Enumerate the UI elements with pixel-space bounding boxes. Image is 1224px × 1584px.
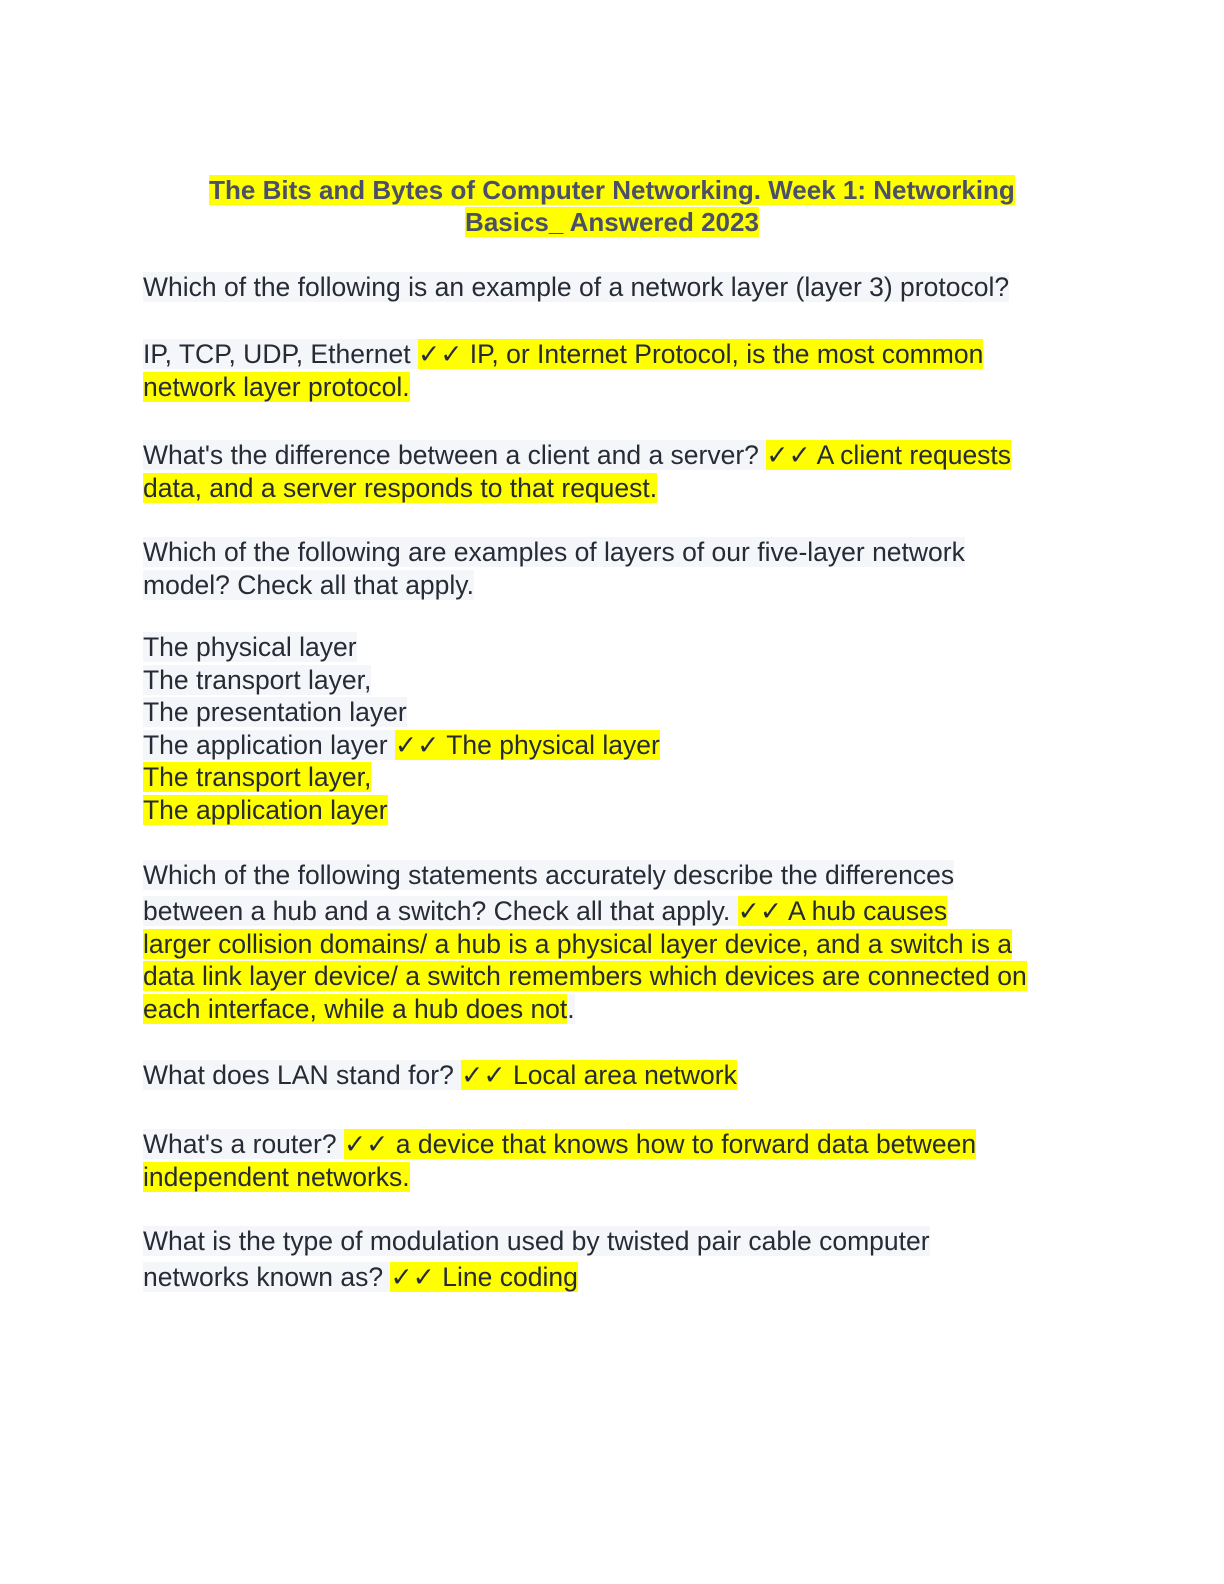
answer-4-trailing: .: [567, 993, 575, 1024]
question-3-line-1: Which of the following are examples of layers of our five-layer network: [143, 537, 965, 567]
question-2: [143, 439, 1083, 504]
title-line-2: Basics_ Answered 2023: [465, 207, 759, 237]
question-4-line-1: Which of the following statements accurately describe the differences: [143, 860, 955, 890]
option-presentation-layer: The presentation layer: [143, 697, 407, 727]
check-mark-icon: ✓✓: [461, 1060, 506, 1090]
answer-1-line-2: network layer protocol.: [143, 371, 410, 402]
answer-4-line-2: larger collision domains/ a hub is a physical layer device, and a switch is a: [143, 928, 1013, 959]
check-mark-icon: ✓✓: [343, 1129, 389, 1159]
question-2-text: What's the difference between a client and a server?: [143, 440, 767, 470]
question-4: [143, 859, 1083, 1025]
answer-4-line-1: A hub causes: [782, 896, 948, 926]
answer-1-line-1: IP, or Internet Protocol, is the most common: [462, 339, 984, 369]
answer-2-line-2: data, and a server responds to that request.: [143, 472, 658, 503]
document-title: [0, 174, 1224, 238]
check-mark-icon: ✓✓: [737, 896, 783, 926]
question-1-options: IP, TCP, UDP, Ethernet: [143, 339, 418, 369]
answer-3-line-1: The physical layer: [439, 729, 660, 760]
question-6: [143, 1128, 1083, 1193]
option-application-layer: The application layer: [143, 729, 395, 760]
question-7: [143, 1225, 1083, 1294]
answer-3-line-3: The application layer: [143, 794, 388, 825]
question-5: [143, 1059, 1083, 1092]
answer-5: Local area network: [505, 1060, 737, 1090]
question-3-options: [143, 631, 1083, 826]
option-transport-layer: The transport layer,: [143, 664, 372, 695]
question-7-line-1: What is the type of modulation used by twisted pair cable computer: [143, 1226, 930, 1256]
question-1-text: Which of the following is an example of a network layer (layer 3) protocol?: [143, 272, 1010, 302]
option-physical-layer: The physical layer: [143, 632, 357, 662]
answer-6-line-1: a device that knows how to forward data between: [388, 1129, 977, 1159]
answer-1: [143, 338, 1083, 403]
answer-4-line-4: each interface, while a hub does not: [143, 993, 568, 1024]
question-3: [143, 536, 1083, 601]
question-6-text: What's a router?: [143, 1129, 344, 1159]
check-mark-icon: ✓✓: [417, 339, 463, 369]
question-5-text: What does LAN stand for?: [143, 1060, 462, 1090]
answer-3-line-2: The transport layer,: [143, 762, 372, 792]
check-mark-icon: ✓✓: [766, 440, 811, 470]
question-7-line-2: networks known as?: [143, 1262, 391, 1292]
answer-7: Line coding: [434, 1262, 578, 1292]
answer-2-line-1: A client requests: [810, 440, 1012, 470]
answer-6-line-2: independent networks.: [143, 1161, 410, 1192]
question-1: [143, 271, 1083, 304]
question-3-line-2: model? Check all that apply.: [143, 569, 474, 600]
check-mark-icon: ✓✓: [390, 1262, 435, 1292]
title-line-1: The Bits and Bytes of Computer Networking. Week 1: Networking: [209, 175, 1015, 205]
check-mark-icon: ✓✓: [394, 729, 440, 760]
answer-4-line-3: data link layer device/ a switch remembers which devices are connected on: [143, 961, 1027, 991]
question-4-line-2: between a hub and a switch? Check all that apply.: [143, 896, 738, 926]
